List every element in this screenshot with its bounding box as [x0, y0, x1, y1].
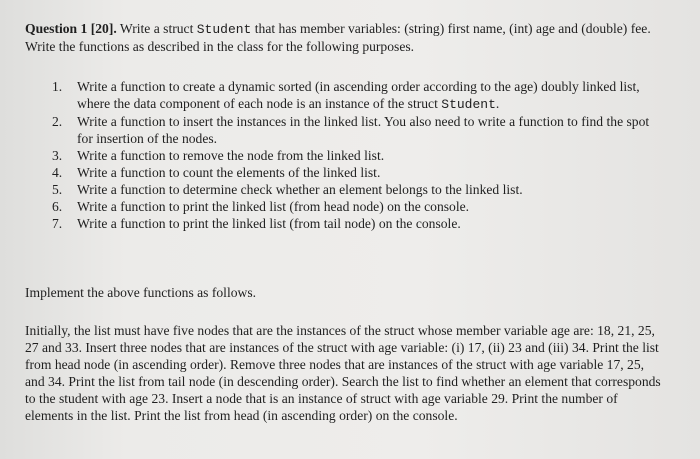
task-text: Write a function to remove the node from the linked list. [77, 148, 385, 163]
task-number: 7. [52, 216, 63, 231]
task-text: Write a function to insert the instances in the linked list. You also need to write a function to find the spot for insertion of the nodes. [77, 114, 650, 146]
task-code: Student [441, 97, 496, 112]
task-text: Write a function to count the elements of the linked list. [77, 165, 381, 180]
question-title: Question 1 [20]. [25, 21, 117, 36]
task-number: 5. [52, 182, 63, 197]
struct-name-code: Student [196, 22, 252, 37]
question-intro [25, 20, 675, 55]
task-item [52, 113, 664, 147]
implement-heading: Implement the above functions as follows. [25, 285, 257, 300]
task-text: Write a function to determine check whether an element belongs to the linked list. [77, 182, 523, 197]
task-text: Write a function to print the linked list (from head node) on the console. [77, 199, 470, 214]
task-text: Write a function to create a dynamic sorted (in ascending order according to the age) doubly linked list, where the data component of each node is an instance of the struct [77, 79, 640, 111]
task-number: 3. [52, 148, 63, 163]
task-list [52, 78, 664, 232]
task-number: 1. [52, 79, 63, 94]
task-number: 2. [52, 114, 63, 129]
task-item [52, 78, 664, 113]
intro-text-part1: Write a struct [116, 21, 197, 36]
task-text-after: . [495, 96, 500, 111]
task-number: 4. [52, 165, 63, 180]
task-item [52, 181, 664, 198]
task-item [52, 198, 664, 215]
task-item [52, 147, 664, 164]
intro-text-part2: that has member variables: (string) first name, (int) age and (double) fee. Write the functions as described in the class for the following purposes. [25, 21, 651, 54]
task-text: Write a function to print the linked list (from tail node) on the console. [77, 216, 461, 231]
task-item [52, 164, 664, 181]
instructions-paragraph: Initially, the list must have five nodes that are the instances of the struct whose member variable age are: 18, 21, 25, 27 and 33. Insert three nodes that are instances of the struct with age variable: (i) 17, (ii) 23 and (iii) 34. Print the list from head node (in ascending order). Remove three nodes that are instances of the struct with age variable 17, 25, and 34. Print the list from tail node (in descending order). Search the list to find whether an element that corresponds to the student with age 23. Insert a node that is an instance of struct with age variable 29. Print the number of elements in the list. Print the list from head (in ascending order) on the console. [25, 323, 661, 423]
task-number: 6. [52, 199, 63, 214]
task-item [52, 215, 664, 232]
